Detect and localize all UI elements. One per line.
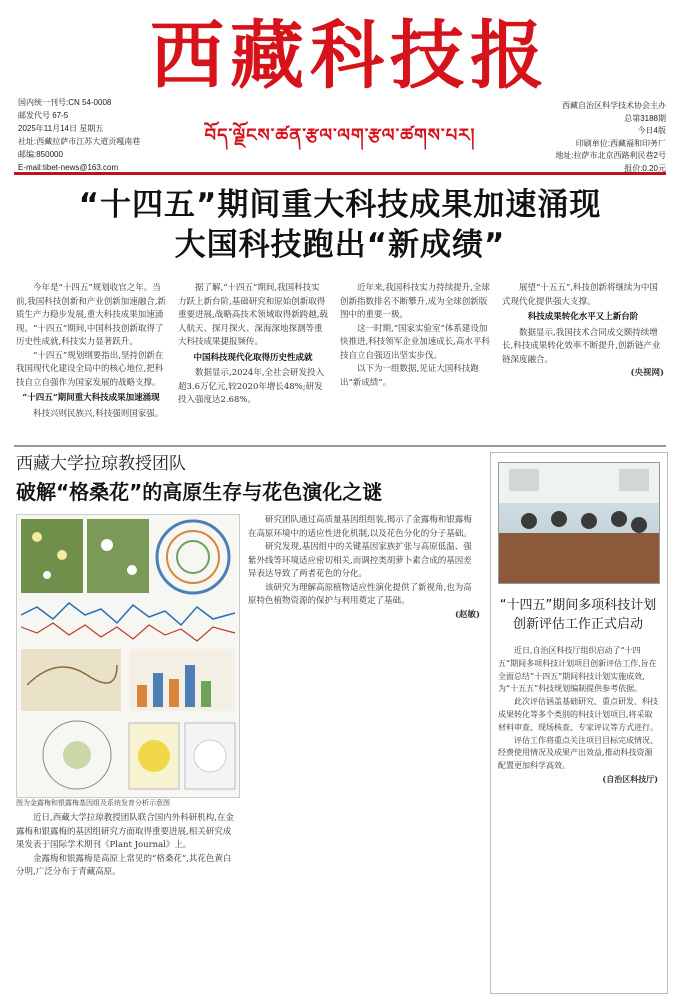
sidebar-title: “十四五”期间多项科技计划 创新评估工作正式启动	[499, 598, 657, 632]
paragraph: 金露梅和银露梅是高原上常见的“格桑花”,其花色黄白分明,广泛分布于青藏高原。	[16, 853, 232, 877]
photo-shrub-1	[21, 519, 83, 593]
subheading: “十四五”期间重大科技成果加速涌现	[22, 393, 160, 403]
person	[581, 513, 597, 529]
chart-bar	[153, 673, 163, 707]
genome-circos-ring	[177, 541, 209, 573]
masthead-divider	[14, 172, 666, 175]
lead-headline-line2: 大国科技跑出“新成绩”	[174, 227, 506, 263]
chart-bar	[201, 681, 211, 707]
info-line: 社址:西藏拉萨市江苏大道贡嘎南巷	[18, 137, 141, 146]
info-line: 西藏自治区科学技术协会主办	[562, 101, 666, 110]
figure-graphic	[17, 515, 239, 797]
chart-bar	[137, 685, 147, 707]
track-line	[21, 603, 235, 625]
lead-column-2	[178, 282, 328, 440]
person	[551, 511, 567, 527]
paragraph: 评估工作将重点关注项目目标完成情况、经费使用情况及成果产出效益,推动科技资源配置更加科学高效。	[498, 735, 658, 771]
masthead-title: 西藏科技报	[150, 13, 550, 99]
info-line: 总第3188期	[624, 113, 666, 123]
subheading: 中国科技现代化取得历史性成就	[193, 352, 313, 363]
paragraph: 研究团队通过高质量基因组组装,揭示了金露梅和银露梅在高原环境中的适应性进化机制,以及花色分化的分子基础。	[248, 515, 472, 539]
masthead-left-info	[18, 96, 188, 174]
chart-bar	[169, 679, 179, 707]
map-panel	[21, 649, 121, 711]
flower-mark	[127, 565, 137, 575]
track-line	[21, 623, 235, 641]
masthead-tibetan: བོད་ལྗོངས་ཚན་རྩལ་ལག་རྩལ་ཚགས་པར།	[204, 125, 476, 146]
lead-column-1	[16, 282, 166, 440]
feature-title-line1: 西藏大学拉琼教授团队	[16, 454, 186, 474]
person	[611, 511, 627, 527]
paragraph: 科技兴则民族兴,科技强则国家强。	[33, 408, 164, 419]
byline: (央视网)	[630, 368, 664, 378]
info-line: 邮发代号 67-5	[18, 111, 69, 120]
chart-bar	[185, 665, 195, 707]
sidebar-body	[498, 645, 658, 980]
sidebar-photo	[498, 462, 660, 584]
flower-mark	[43, 571, 51, 579]
paragraph: 此次评估涵盖基础研究、重点研发、科技成果转化等多个类别的科技计划项目,将采取材料审查、现场核查、专家评议等方式进行。	[498, 697, 658, 732]
paragraph: “十四五”规划纲要指出,坚持创新在我国现代化建设全局中的核心地位,把科技自立自强作为国家发展的战略支撑。	[16, 350, 164, 388]
paragraph: 这一时期,“国家实验室”体系建设加快推进,科技领军企业加速成长,高水平科技自立自强迈出坚实步伐。	[340, 323, 490, 361]
masthead-right-info	[516, 100, 666, 175]
paragraph: 以下为一组数据,见证大国科技跑出“新成绩”。	[340, 364, 479, 388]
photo-window	[509, 469, 539, 491]
info-line: 邮编:850000	[18, 150, 63, 159]
lead-column-3	[340, 282, 490, 440]
info-line: E-mail:tibet-news@163.com	[18, 163, 119, 172]
paragraph: 近年来,我国科技实力持续提升,全球创新指数排名不断攀升,成为全球创新版图中的重要一极。	[340, 283, 490, 320]
info-line: 印刷单位:西藏福和印务厂	[575, 138, 666, 148]
paragraph: 数据显示,我国技术合同成交额持续增长,科技成果转化效率不断提升,创新链产业链深度融合。	[502, 327, 661, 365]
photo-window	[619, 469, 649, 491]
byline: (赵敏)	[454, 609, 480, 620]
person	[631, 517, 647, 533]
flower-inset	[194, 740, 226, 772]
person	[521, 513, 537, 529]
feature-column-left	[16, 812, 238, 992]
paragraph: 今年是“十四五”规划收官之年。当前,我国科技创新和产业创新加速融合,新质生产力稳步发展,重大科技成果加速涌现。“十四五”期间,中国科技创新取得了历史性成就,科技实力显著跃升。	[16, 283, 166, 347]
figure-caption: 图为金露梅和银露梅基因组及系统发育分析示意图	[16, 799, 170, 807]
lead-headline-line1: “十四五”期间重大科技成果加速涌现	[78, 187, 602, 223]
info-line: 报价:0.20元	[624, 163, 666, 173]
paragraph: 研究发现,基因组中的关键基因家族扩张与高原低温、强紫外线等环境适应密切相关,而调控类胡萝卜素合成的基因差异表达导致了两者花色的分化。	[248, 542, 472, 579]
byline: (自治区科技厅)	[602, 773, 658, 784]
info-line: 地址:拉萨市北京西路利民巷2号	[555, 151, 666, 160]
flower-mark	[32, 532, 42, 542]
section-divider	[14, 445, 666, 447]
photo-shrub-2	[87, 519, 149, 593]
flower-mark	[101, 539, 113, 551]
info-line: 2025年11月14日 星期五	[18, 124, 104, 133]
paragraph: 近日,自治区科技厅组织启动了“十四五”期间多项科技计划项目创新评估工作,旨在全面总结“十四五”期间科技计划实施成效,为“十五五”科技规划编制提供参考依据。	[498, 646, 657, 694]
meeting-photo-graphic	[499, 463, 659, 583]
flower-inset	[63, 741, 91, 769]
feature-figure	[16, 514, 240, 798]
paragraph: 据了解,“十四五”期间,我国科技实力跃上新台阶,基础研究和原始创新取得重要进展,战略高技术领域取得新跨越,载人航天、探月探火、深海深地探测等重大科技成果捷报频传。	[178, 283, 328, 347]
paragraph: 该研究为理解高原植物适应性演化提供了新视角,也为高原特色植物资源的保护与利用奠定了基础。	[248, 582, 472, 606]
info-line: 今日4版	[637, 126, 666, 135]
info-line: 国内统一刊号:CN 54-0008	[18, 98, 112, 107]
feature-column-right	[248, 514, 480, 992]
paragraph: 展望“十五五”,科技创新将继续为中国式现代化提供强大支撑。	[502, 283, 658, 307]
lead-column-4	[502, 282, 664, 440]
paragraph: 近日,西藏大学拉琼教授团队联合国内外科研机构,在金露梅和银露梅的基因组研究方面取得重要进展,相关研究成果发表于国际学术期刊《Plant Journal》上。	[16, 813, 234, 850]
subheading: 科技成果转化水平又上新台阶	[527, 312, 639, 322]
feature-title-line2: 破解“格桑花”的高原生存与花色演化之谜	[16, 480, 383, 504]
paragraph: 数据显示,2024年,全社会研发投入超3.6万亿元,较2020年增长48%;研发投入强度达2.68%。	[178, 368, 325, 405]
flower-inset	[138, 740, 170, 772]
genome-circos-ring	[167, 531, 219, 583]
flower-mark	[57, 550, 67, 560]
photo-table	[499, 533, 659, 583]
